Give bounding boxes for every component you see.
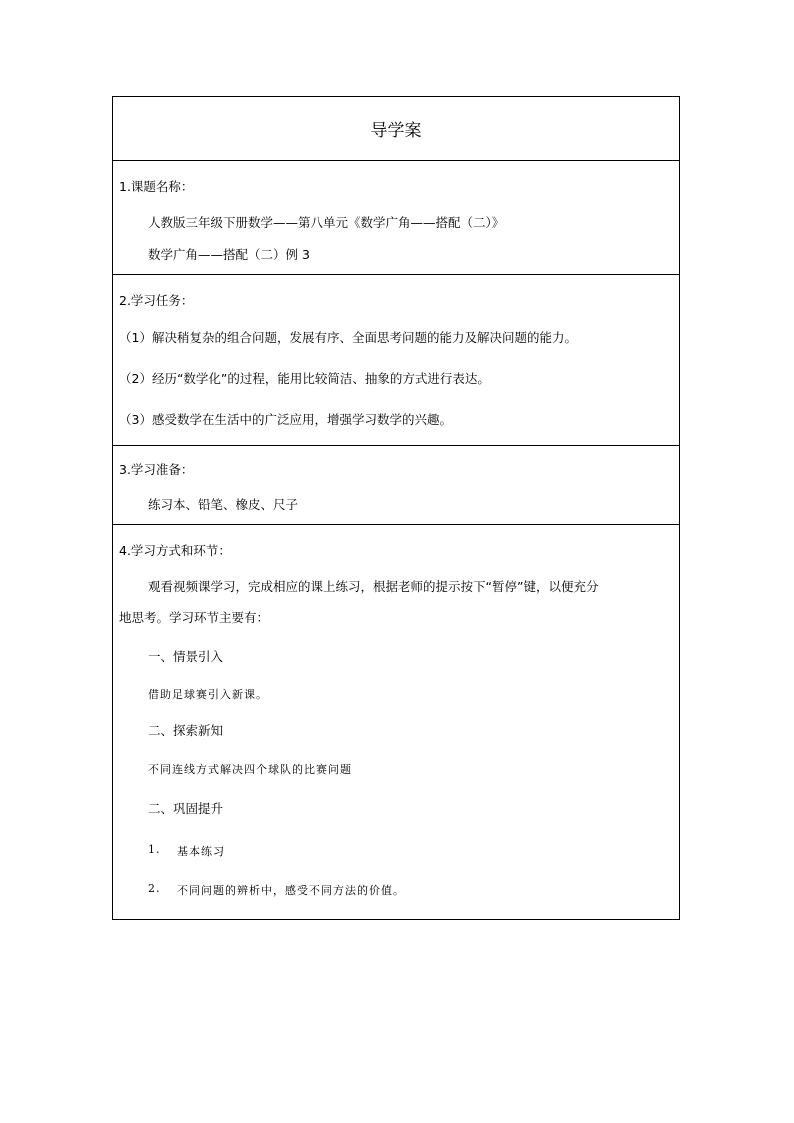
- method-paragraph-line-2: 地思考。学习环节主要有：: [119, 610, 270, 625]
- section-preparation: [113, 445, 679, 524]
- stage-1-title: 一、情景引入: [148, 649, 224, 664]
- topic-line-2: 数学广角——搭配（二）例 3: [148, 247, 310, 262]
- section-tasks: [113, 274, 679, 445]
- stage-2-note: 不同连线方式解决四个球队的比赛问题: [148, 763, 352, 776]
- task-item-1: （1）解决稍复杂的组合问题，发展有序、全面思考问题的能力及解决问题的能力。: [119, 330, 577, 345]
- task-item-2: （2）经历“数学化”的过程，能用比较简洁、抽象的方式进行表达。: [119, 371, 490, 386]
- practice-item-1-text: 基本练习: [177, 845, 225, 858]
- tasks-heading: 2.学习任务：: [119, 293, 194, 308]
- section-topic: [113, 160, 679, 274]
- practice-item-2-number: 2.: [148, 882, 161, 895]
- page-title: 导学案: [370, 121, 422, 141]
- method-heading: 4.学习方式和环节：: [119, 543, 231, 558]
- stage-3-title: 二、巩固提升: [148, 801, 224, 816]
- lesson-plan-table: [112, 96, 680, 920]
- topic-heading: 1.课题名称：: [119, 179, 194, 194]
- preparation-materials: 练习本、铅笔、橡皮、尺子: [148, 497, 299, 512]
- stage-1-note: 借助足球赛引入新课。: [148, 688, 268, 701]
- practice-item-1-number: 1.: [148, 843, 161, 856]
- stage-2-title: 二、探索新知: [148, 723, 224, 738]
- preparation-heading: 3.学习准备：: [119, 462, 194, 477]
- section-method: [113, 524, 679, 919]
- title-row: [113, 97, 679, 160]
- topic-line-1: 人教版三年级下册数学——第八单元《数学广角——搭配（二）》: [148, 215, 505, 230]
- practice-item-2-text: 不同问题的辨析中，感受不同方法的价值。: [177, 884, 405, 897]
- method-paragraph-line-1: 观看视频课学习，完成相应的课上练习，根据老师的提示按下“暂停”键，以便充分: [148, 579, 599, 594]
- task-item-3: （3）感受数学在生活中的广泛应用，增强学习数学的兴趣。: [119, 412, 452, 427]
